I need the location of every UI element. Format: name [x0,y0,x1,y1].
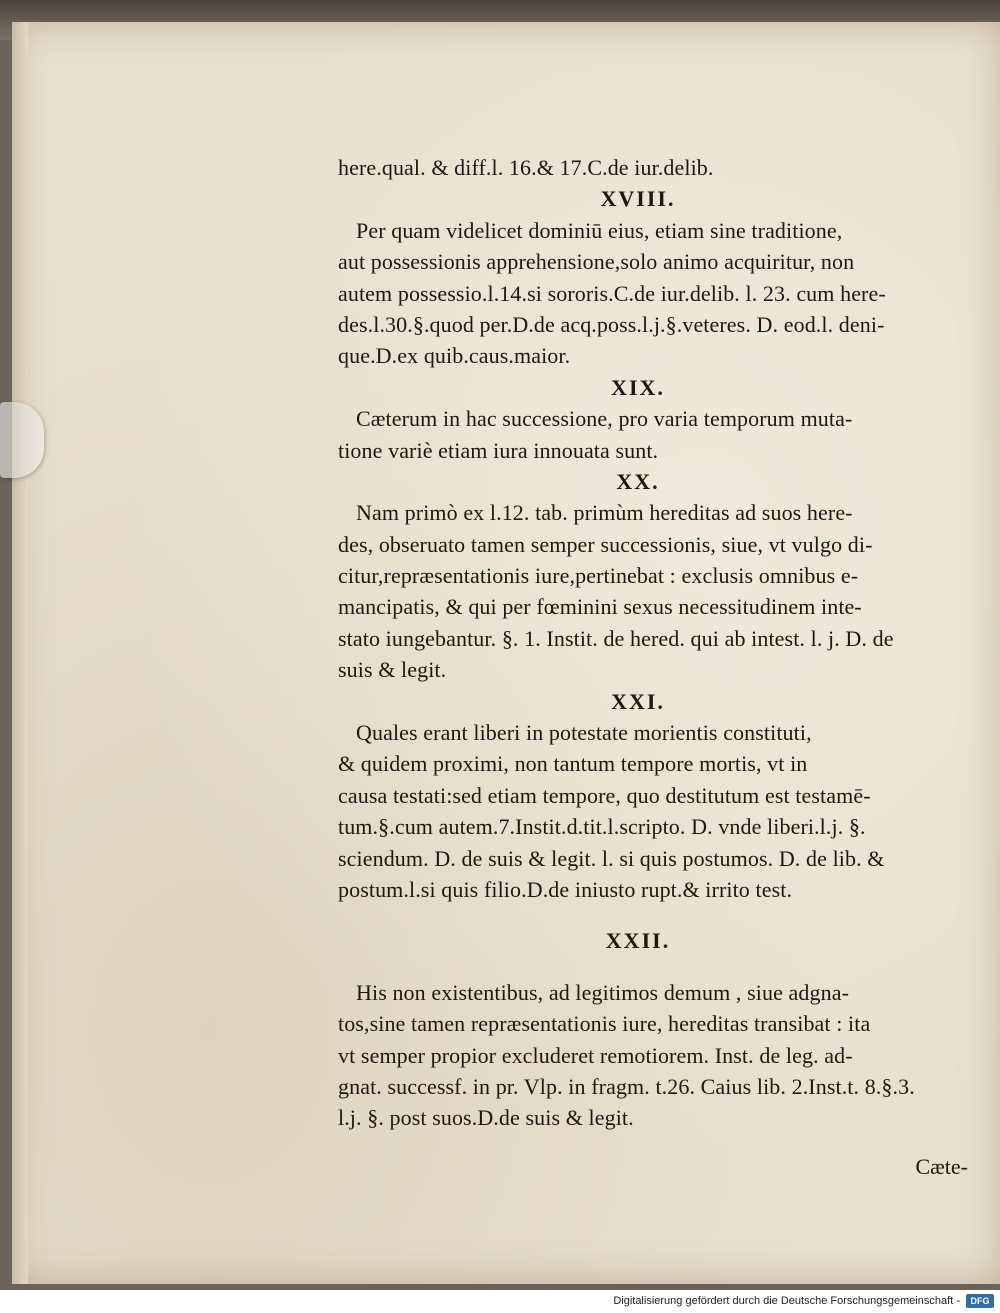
text-line: tos,sine tamen repræsentationis iure, hereditas transibat : ita [338,1011,871,1037]
text-line: His non existentibus, ad legitimos demum , siue adgna- [356,979,849,1005]
text-line: & quidem proximi, non tantum tempore mortis, vt in [338,751,808,777]
text-line: Cæterum in hac successione, pro varia temporum muta- [356,406,853,432]
footer-credit: Digitalisierung gefördert durch die Deutsche Forschungsgemeinschaft - [613,1295,960,1307]
catchword: Cæte- [915,1154,968,1179]
text-line: aut possessionis apprehensione,solo animo acquiritur, non [338,249,855,275]
page-text [338,152,968,1134]
section-numeral: XIX. [611,374,665,400]
section-numeral: XVIII. [600,186,676,212]
text-line: l.j. §. post suos.D.de suis & legit. [338,1105,634,1131]
section-numeral: XXI. [611,688,665,714]
text-line: gnat. successf. in pr. Vlp. in fragm. t.26. Caius lib. 2.Inst.t. 8.§.3. [338,1073,915,1099]
digitization-footer [0,1290,1000,1313]
text-line: postum.l.si quis filio.D.de iniusto rupt.& irrito test. [338,876,793,902]
text-line: Quales erant liberi in potestate morientis constituti, [356,720,812,746]
dfg-logo-icon: DFG [966,1294,994,1308]
catchword-wrap [338,1147,968,1182]
text-line: vt semper propior excluderet remotiorem. Inst. de leg. ad- [338,1042,853,1068]
text-line: que.D.ex quib.caus.maior. [338,343,571,369]
section-numeral: XXII. [605,928,671,954]
section-numeral: XX. [616,468,660,494]
text-line: stato iungebantur. §. 1. Instit. de hered. qui ab intest. l. j. D. de [338,625,894,651]
page-clip [0,402,44,478]
page-left-border [12,22,28,1284]
text-line: here.qual. & diff.l. 16.& 17.C.de iur.delib. [338,155,714,180]
text-line: causa testati:sed etiam tempore, quo destitutum est testamē- [338,782,871,808]
text-line: Nam primò ex l.12. tab. primùm hereditas ad suos here- [356,500,853,526]
text-line: mancipatis, & qui per fœminini sexus necessitudinem inte- [338,594,862,620]
text-line: tione variè etiam iura innouata sunt. [338,437,659,463]
text-line: des.l.30.§.quod per.D.de acq.poss.l.j.§.veteres. D. eod.l. deni- [338,311,885,337]
text-line: autem possessio.l.14.si sororis.C.de iur.delib. l. 23. cum here- [338,280,886,306]
text-line: suis & legit. [338,657,447,683]
text-line: des, obseruato tamen semper successionis, siue, vt vulgo di- [338,531,873,557]
text-line: Per quam videlicet dominiū eius, etiam sine traditione, [356,217,843,243]
text-line: sciendum. D. de suis & legit. l. si quis postumos. D. de lib. & [338,845,885,871]
line-spacer [338,905,968,925]
text-line: citur,repræsentationis iure,pertinebat : exclusis omnibus e- [338,563,859,589]
text-line: tum.§.cum autem.7.Instit.d.tit.l.scripto. D. vnde liberi.l.j. §. [338,814,866,840]
line-spacer [338,957,968,977]
